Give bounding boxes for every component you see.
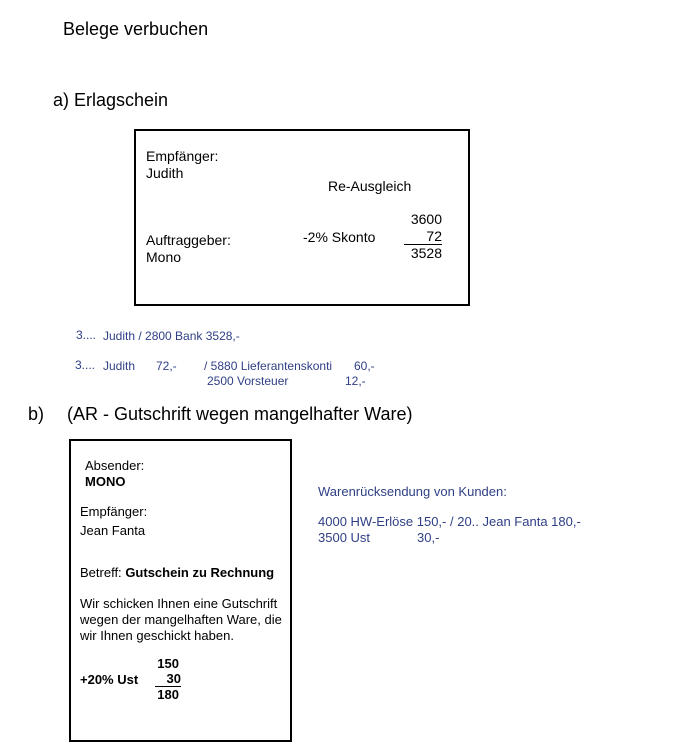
section-b-label: b) — [28, 404, 45, 424]
section-a-heading: a) Erlagschein — [53, 90, 169, 110]
note-line2-account: 3500 Ust — [318, 530, 371, 545]
re-ausgleich-label: Re-Ausgleich — [328, 178, 412, 194]
booking1-text: Judith / 2800 Bank 3528,- — [103, 329, 240, 343]
amount-total: 180 — [157, 687, 179, 702]
empfaenger-name: Jean Fanta — [80, 523, 146, 538]
betreff-line — [80, 565, 274, 580]
empfaenger-label: Empfänger: — [80, 504, 148, 519]
betreff-label: Betreff: — [80, 565, 122, 580]
absender-label: Absender: — [85, 458, 145, 473]
section-b-heading: (AR - Gutschrift wegen mangelhafter Ware) — [67, 404, 413, 424]
gutschrift-box — [69, 439, 292, 742]
amount-base: 150 — [157, 656, 179, 671]
note-line2-amount: 30,- — [417, 530, 440, 545]
erlagschein-box — [134, 129, 470, 306]
booking2-lieferanten: / 5880 Lieferantenskonti — [204, 359, 333, 373]
betreff-text: Gutschein zu Rechnung — [125, 565, 275, 580]
booking2-judith: Judith — [103, 359, 136, 373]
booking2-judith-amount: 72,- — [156, 359, 177, 373]
note-title: Warenrücksendung von Kunden: — [318, 484, 507, 499]
auftraggeber-name: Mono — [146, 249, 182, 265]
ust-label: +20% Ust — [80, 672, 139, 687]
note-line1: 4000 HW-Erlöse 150,- / 20.. Jean Fanta 180,- — [318, 514, 581, 529]
absender-name: MONO — [85, 474, 126, 489]
empfaenger-label: Empfänger: — [146, 148, 219, 164]
auftraggeber-label: Auftraggeber: — [146, 232, 231, 248]
booking2-vorsteuer-amount: 12,- — [345, 374, 366, 388]
amount-total: 3600 — [410, 211, 442, 227]
amount-skonto: 72 — [404, 228, 442, 245]
empfaenger-name: Judith — [146, 165, 184, 181]
page-title: Belege verbuchen — [63, 19, 209, 39]
booking2-prefix: 3.... — [75, 358, 96, 372]
booking2-vorsteuer: 2500 Vorsteuer — [207, 374, 289, 388]
gutschrift-paragraph: Wir schicken Ihnen eine Gutschrift wegen der mangelhaften Ware, die wir Ihnen geschickt haben. — [80, 596, 282, 643]
booking1-prefix: 3.... — [76, 328, 97, 342]
booking2-lieferanten-amount: 60,- — [354, 359, 375, 373]
skonto-label: -2% Skonto — [303, 229, 376, 245]
amount-ust: 30 — [155, 671, 181, 687]
amount-net: 3528 — [410, 245, 442, 261]
